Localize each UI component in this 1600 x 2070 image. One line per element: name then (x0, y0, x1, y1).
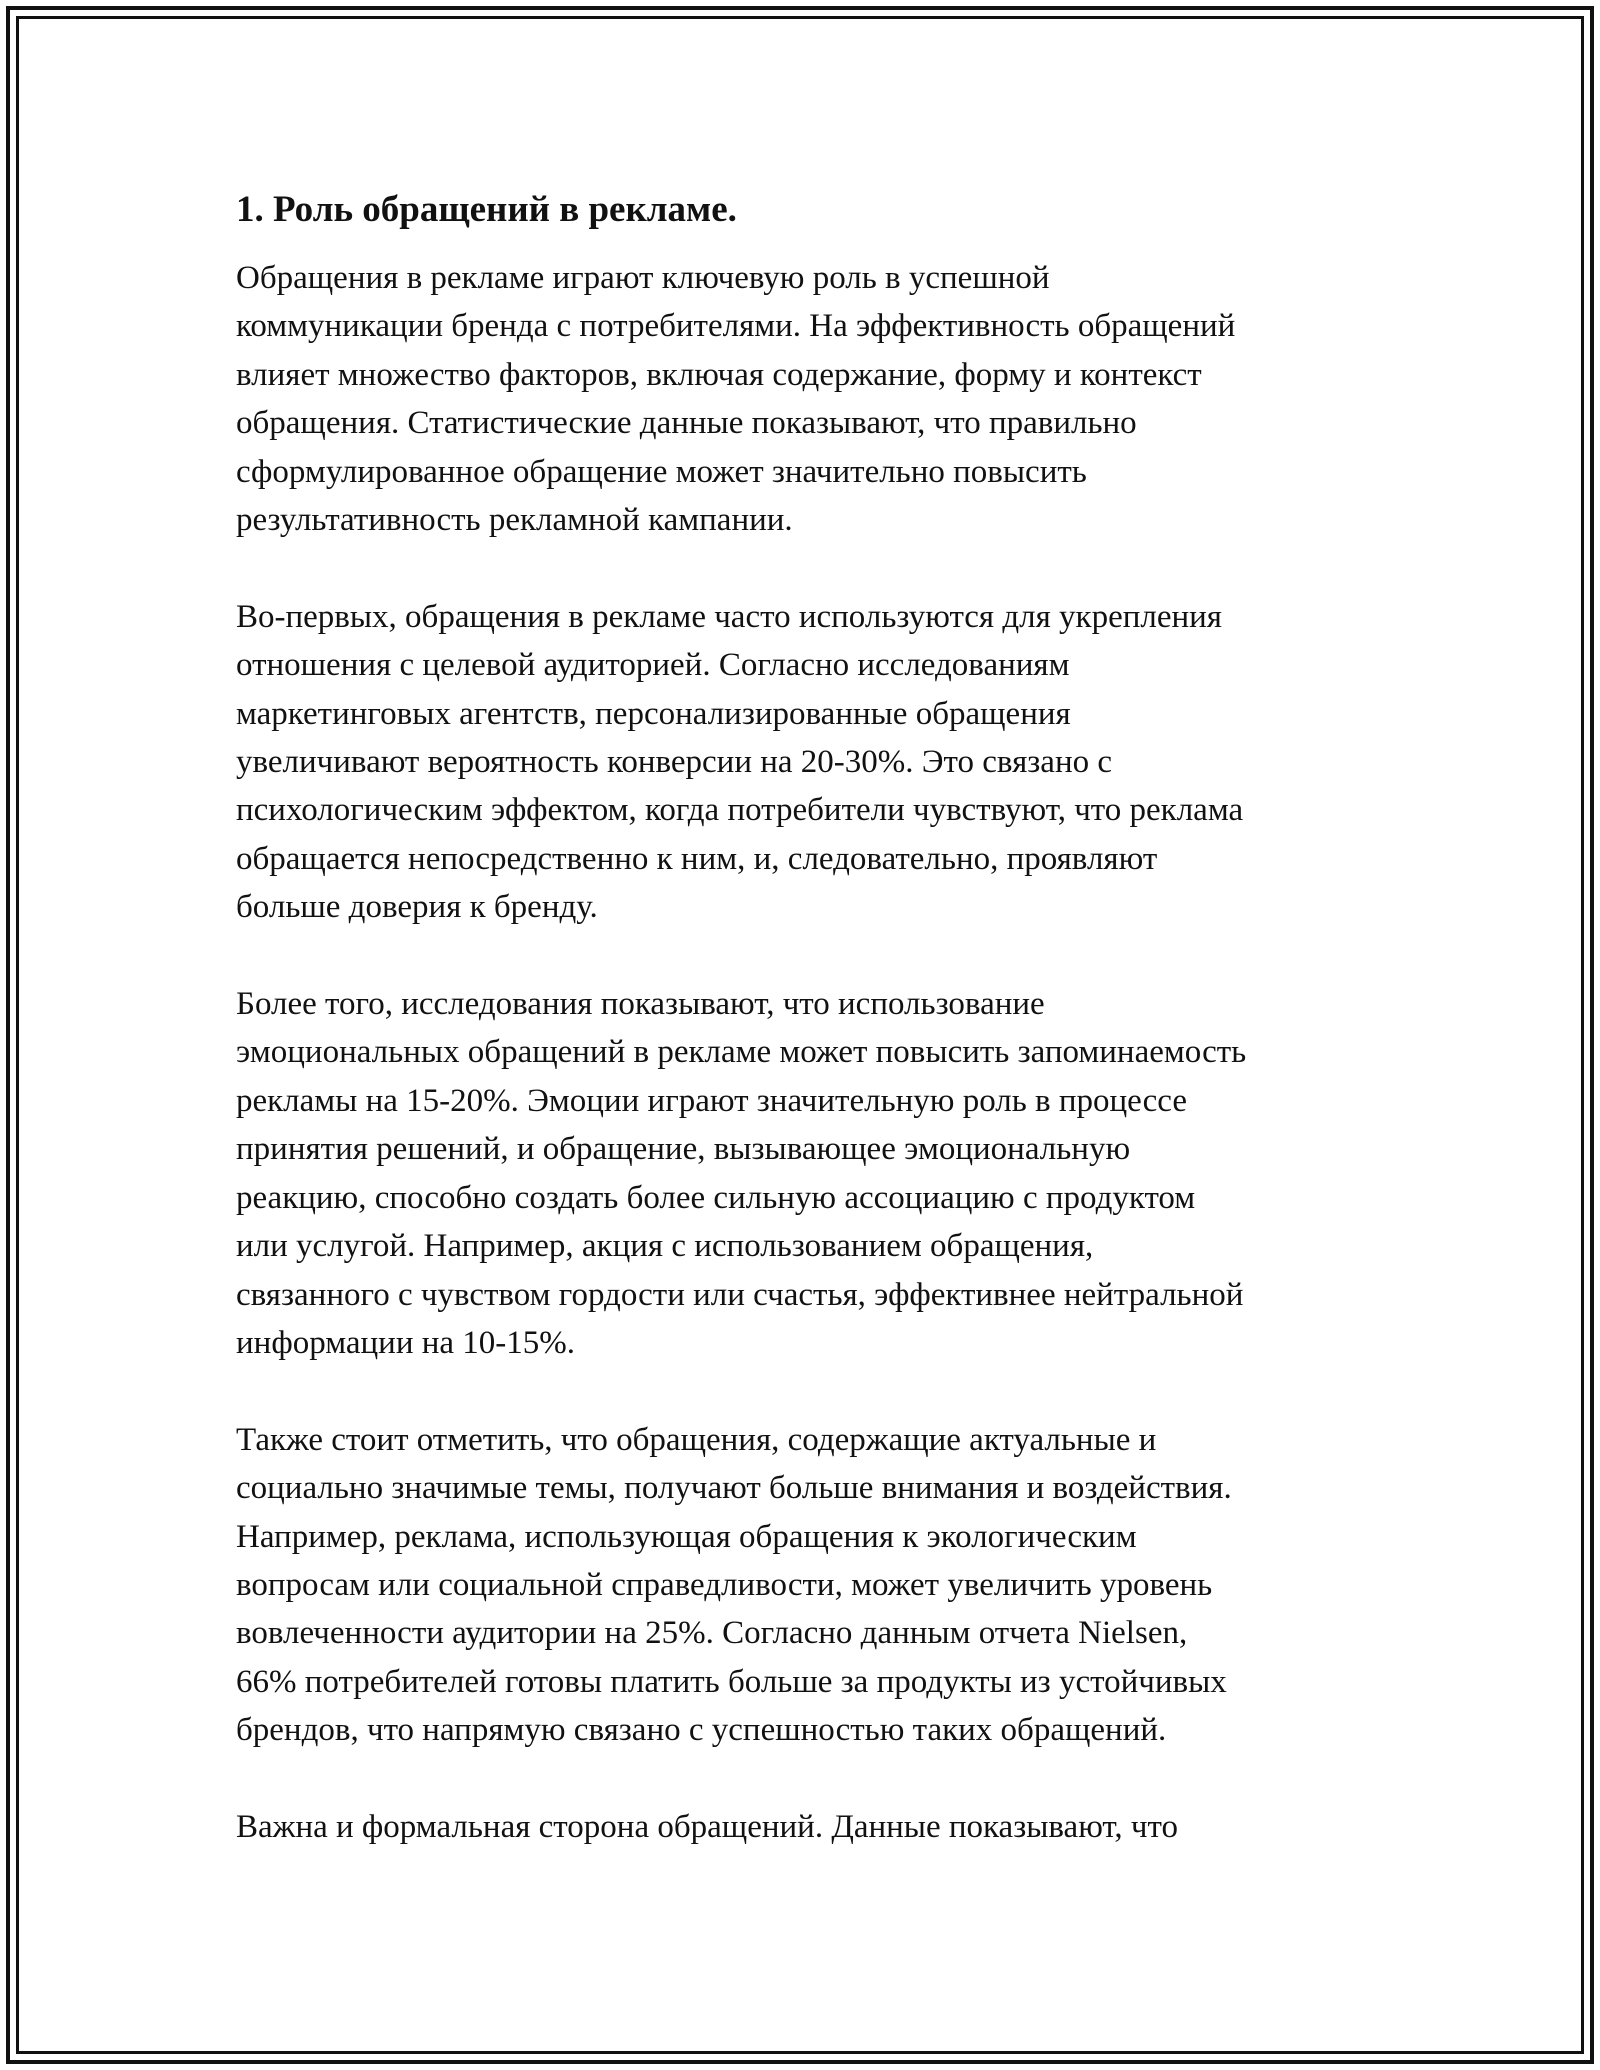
text-line: Например, реклама, использующая обращения к экологическим (236, 1518, 1137, 1555)
paragraph-3 (236, 980, 1416, 1367)
paragraph-2 (236, 593, 1416, 932)
text-line: обращается непосредственно к ним, и, следовательно, проявляют (236, 840, 1158, 877)
paragraph-4 (236, 1416, 1416, 1755)
text-line: информации на 10-15%. (236, 1324, 576, 1361)
document-body (236, 186, 1416, 1900)
text-line: увеличивают вероятность конверсии на 20-30%. Это связано с (236, 744, 1112, 781)
paragraph-1 (236, 254, 1416, 544)
text-line: результативность рекламной кампании. (236, 502, 793, 539)
text-line: эмоциональных обращений в рекламе может повысить запоминаемость (236, 1034, 1247, 1071)
text-line: или услугой. Например, акция с использованием обращения, (236, 1228, 1094, 1265)
text-line: маркетинговых агентств, персонализированные обращения (236, 695, 1071, 732)
text-line: рекламы на 15-20%. Эмоции играют значительную роль в процессе (236, 1082, 1187, 1119)
text-line: вопросам или социальной справедливости, может увеличить уровень (236, 1566, 1213, 1603)
text-line: Во-первых, обращения в рекламе часто используются для укрепления (236, 598, 1222, 635)
text-line: вовлеченности аудитории на 25%. Согласно данным отчета Nielsen, (236, 1615, 1188, 1652)
section-heading: 1. Роль обращений в рекламе. (236, 189, 737, 230)
paragraph-5 (236, 1803, 1416, 1851)
text-line: обращения. Статистические данные показывают, что правильно (236, 405, 1137, 442)
text-line: влияет множество факторов, включая содержание, форму и контекст (236, 356, 1202, 393)
text-line: реакцию, способно создать более сильную ассоциацию с продуктом (236, 1179, 1196, 1216)
text-line: коммуникации бренда с потребителями. На эффективность обращений (236, 308, 1236, 345)
text-line: 66% потребителей готовы платить больше за продукты из устойчивых (236, 1663, 1227, 1700)
text-line: принятия решений, и обращение, вызывающее эмоциональную (236, 1131, 1131, 1168)
text-line: Более того, исследования показывают, что использование (236, 986, 1045, 1023)
text-line: отношения с целевой аудиторией. Согласно исследованиям (236, 647, 1070, 684)
text-line: больше доверия к бренду. (236, 889, 598, 926)
text-line: связанного с чувством гордости или счастья, эффективнее нейтральной (236, 1276, 1244, 1313)
text-line: Важна и формальная сторона обращений. Данные показывают, что (236, 1808, 1178, 1845)
text-line: Также стоит отметить, что обращения, содержащие актуальные и (236, 1421, 1157, 1458)
text-line: брендов, что напрямую связано с успешностью таких обращений. (236, 1712, 1167, 1749)
text-line: психологическим эффектом, когда потребители чувствуют, что реклама (236, 792, 1244, 829)
text-line: Обращения в рекламе играют ключевую роль в успешной (236, 260, 1050, 296)
text-line: сформулированное обращение может значительно повысить (236, 453, 1087, 490)
text-line: социально значимые темы, получают больше внимания и воздействия. (236, 1470, 1232, 1507)
